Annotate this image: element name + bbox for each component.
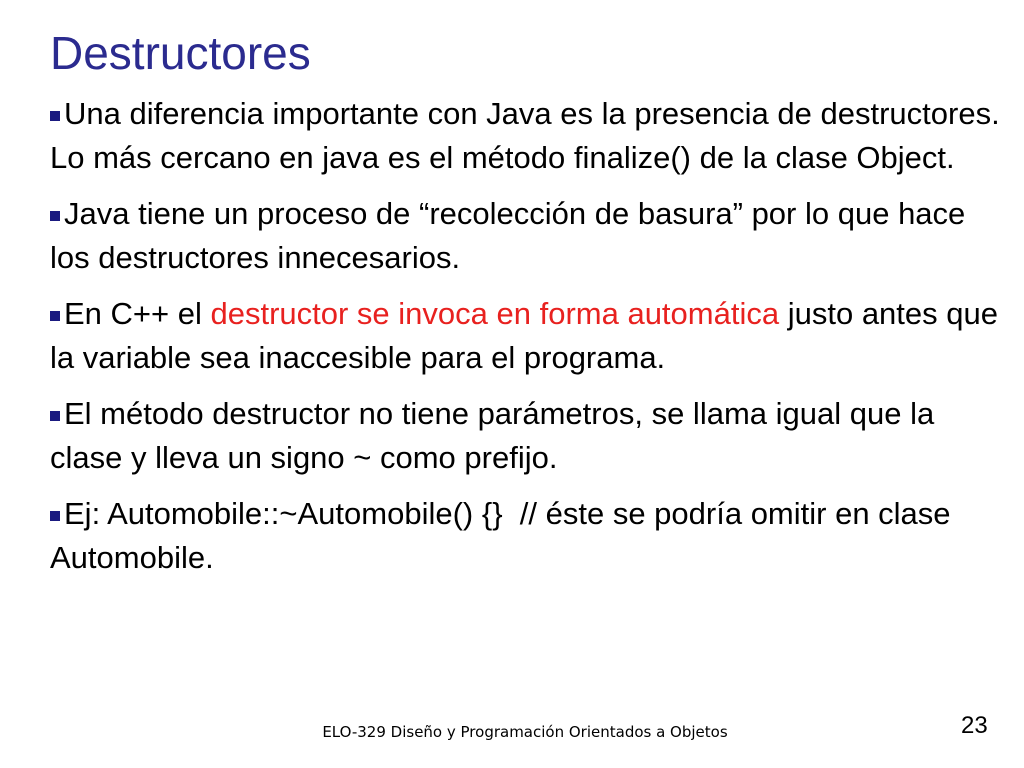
bullet-text-highlight: destructor se invoca en forma automática (210, 296, 780, 331)
bullet-text-before: En C++ el (64, 296, 211, 331)
bullet-item (50, 92, 1010, 180)
bullet-square-icon (50, 511, 60, 521)
bullet-text: Ej: Automobile::~Automobile() {} // éste se podría omitir en clase Automobile. (50, 496, 958, 575)
bullet-text: El método destructor no tiene parámetros, se llama igual que la clase y lleva un signo ~ como prefijo. (50, 396, 935, 475)
page-number: 23 (961, 712, 988, 739)
slide-title: Destructores (50, 27, 311, 79)
bullet-item (50, 292, 1010, 380)
bullet-text-after: justo antes que la variable sea inaccesible para el programa. (50, 296, 998, 375)
bullet-square-icon (50, 311, 60, 321)
bullet-list (50, 92, 1010, 592)
bullet-item (50, 192, 1010, 280)
bullet-square-icon (50, 411, 60, 421)
bullet-square-icon (50, 211, 60, 221)
bullet-text: Una diferencia importante con Java es la presencia de destructores. Lo más cercano en java es el método finalize() de la clase Object. (50, 96, 1000, 175)
bullet-item (50, 492, 1010, 580)
bullet-square-icon (50, 111, 60, 121)
bullet-item (50, 392, 1010, 480)
slide-footer: ELO-329 Diseño y Programación Orientados a Objetos (322, 723, 728, 741)
bullet-text: Java tiene un proceso de “recolección de basura” por lo que hace los destructores innecesarios. (50, 196, 966, 275)
